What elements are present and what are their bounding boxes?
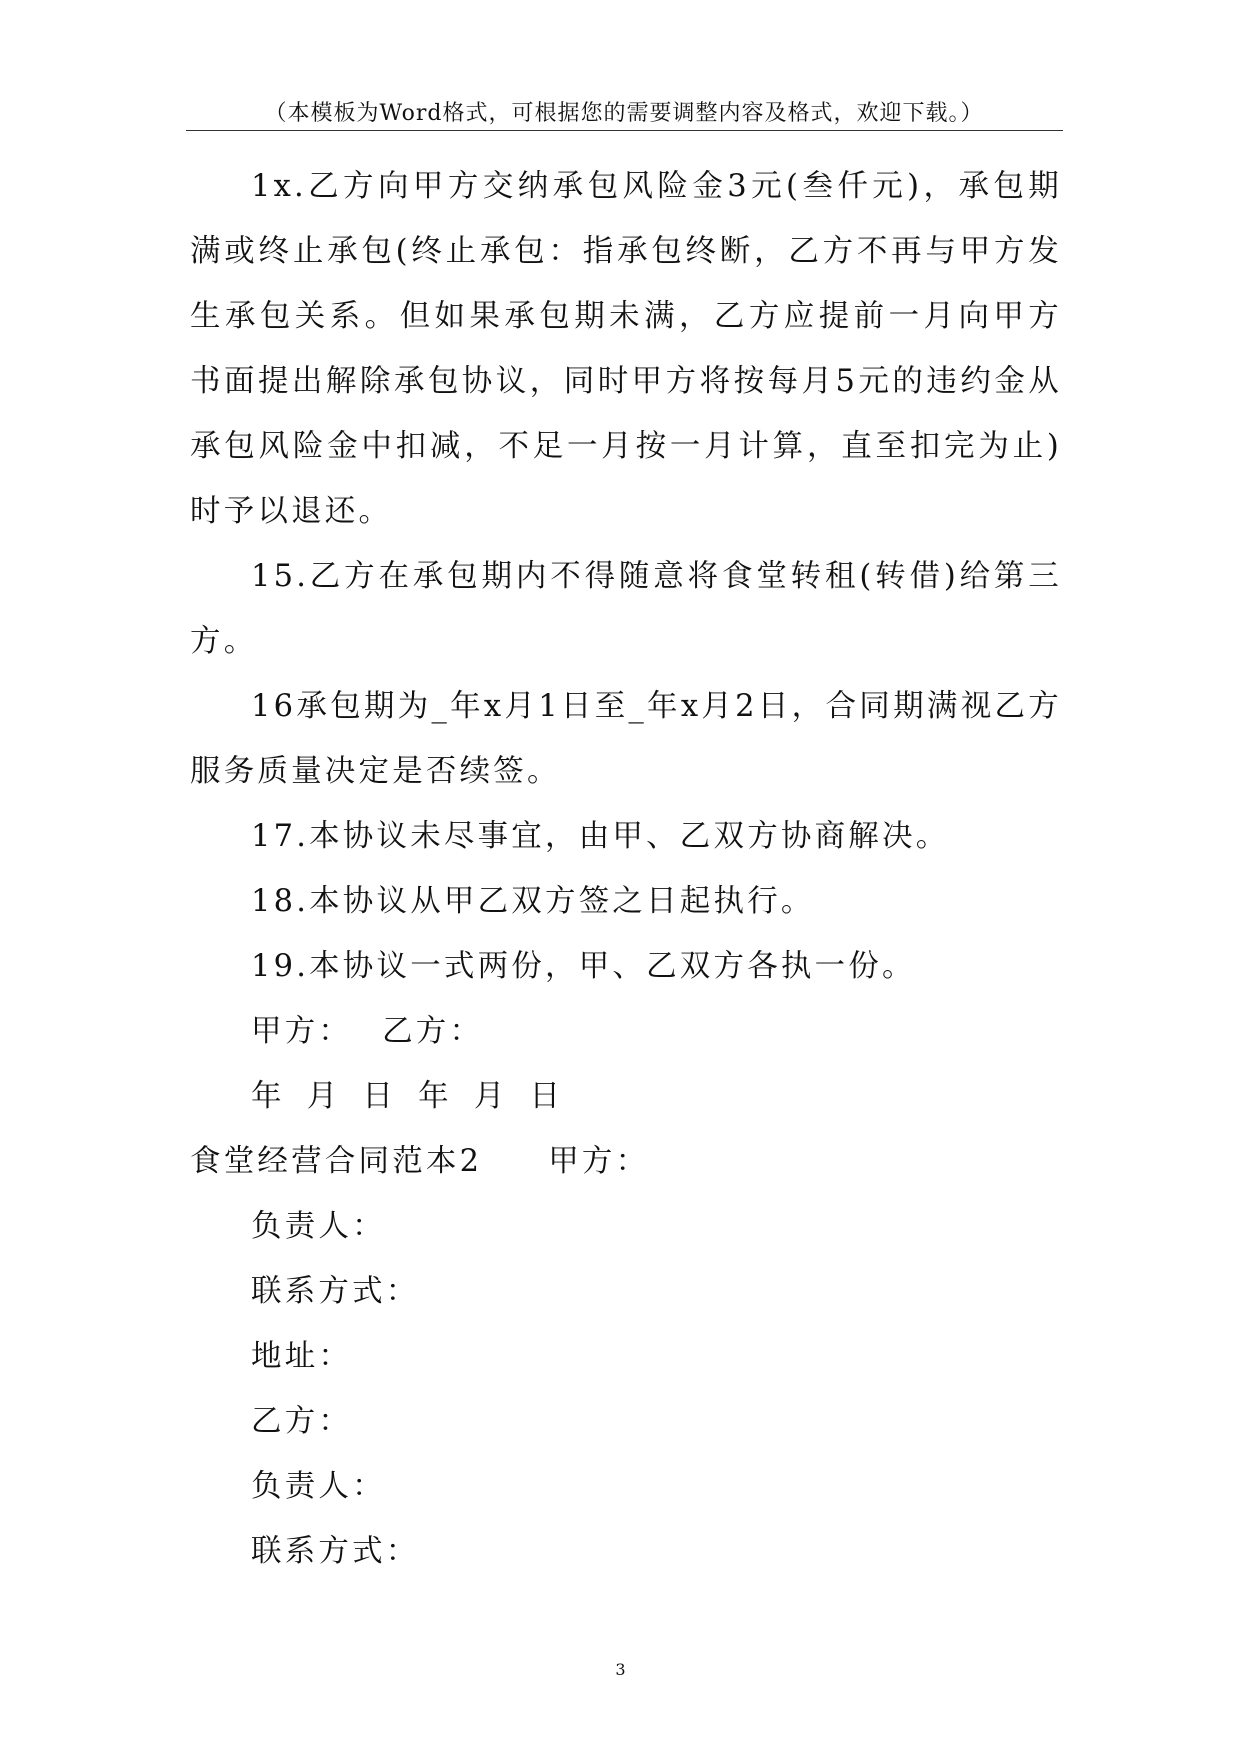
clause-17-unresolved-matters: 17.本协议未尽事宜，由甲、乙双方协商解决。 [251,819,950,854]
party-a-contact-method: 联系方式： [251,1274,420,1309]
signature-party-a: 甲方： [251,1014,353,1049]
party-b-label: 乙方： [251,1404,353,1439]
party-b-contact-person: 负责人： [251,1469,386,1504]
date-month-a: 月 [306,1079,341,1114]
template-note-header: （本模板为Word格式，可根据您的需要调整内容及格式，欢迎下载。） [264,101,984,126]
document-body [190,154,1062,1584]
header-divider [186,130,1063,131]
date-year-b: 年 [418,1079,452,1114]
page-number: 3 [615,1660,626,1679]
signature-line [190,999,1062,1064]
clause-19-copies: 19.本协议一式两份，甲、乙双方各执一份。 [251,949,916,984]
date-day-b: 日 [529,1079,564,1114]
date-year-a: 年 [251,1079,285,1114]
signature-party-b: 乙方： [382,1014,484,1049]
clause-15-no-sublease: 15.乙方在承包期内不得随意将食堂转租(转借)给第三方。 [190,559,1062,659]
party-a-address: 地址： [251,1339,353,1374]
signature-date-line [190,1064,1062,1129]
clause-14-risk-deposit: 1x.乙方向甲方交纳承包风险金3元(叁仟元)，承包期满或终止承包(终止承包：指承包终断，乙方不再与甲方发生承包关系。但如果承包期未满，乙方应提前一月向甲方书面提出解除承包协议，同时甲方将按每月5元的违约金从承包风险金中扣减，不足一月按一月计算，直至扣完为止)时予以退还。 [190,169,1062,529]
party-b-contact-method: 联系方式： [251,1534,420,1569]
clause-18-effective-date: 18.本协议从甲乙双方签之日起执行。 [251,884,815,919]
date-day-a: 日 [362,1079,397,1114]
clause-16-term: 16承包期为_年x月1日至_年x月2日，合同期满视乙方服务质量决定是否续签。 [190,689,1062,789]
second-contract-title-line [190,1129,1062,1194]
party-a-contact-person: 负责人： [251,1209,386,1244]
date-month-b: 月 [473,1079,508,1114]
second-contract-title: 食堂经营合同范本2 [190,1144,483,1179]
second-contract-party-a: 甲方： [548,1144,650,1179]
